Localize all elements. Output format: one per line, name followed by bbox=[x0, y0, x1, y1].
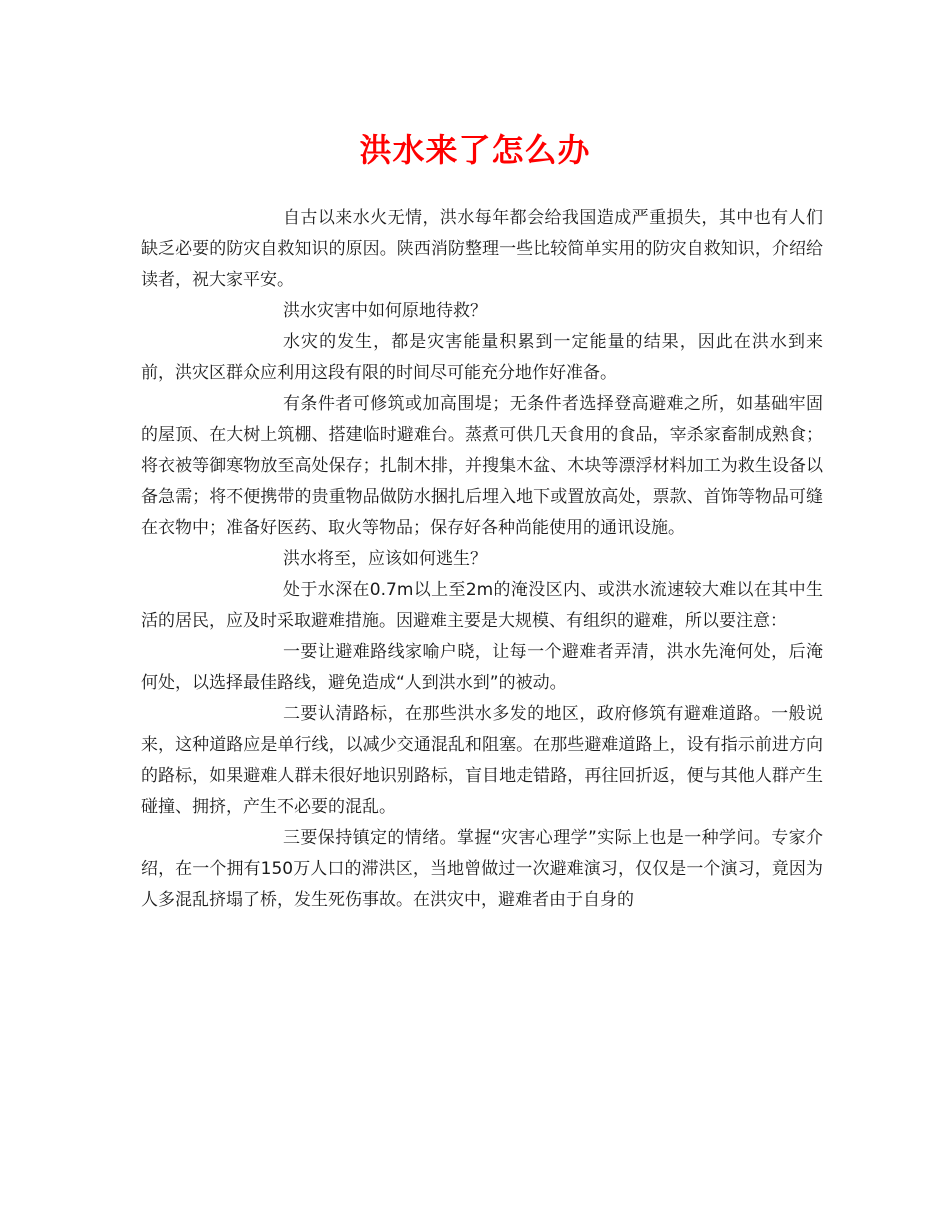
paragraph-intro: 自古以来水火无情，洪水每年都会给我国造成严重损失，其中也有人们缺乏必要的防灾自救知识的原因。陕西消防整理一些比较简单实用的防灾自救知识，介绍给读者，祝大家平安。 bbox=[141, 208, 823, 290]
paragraph: 二要认清路标，在那些洪水多发的地区，政府修筑有避难道路。一般说来，这种道路应是单行线，以减少交通混乱和阻塞。在那些避难道路上，设有指示前进方向的路标，如果避难人群未很好地识别路标，盲目地走错路，再往回折返，便与其他人群产生碰撞、拥挤，产生不必要的混乱。 bbox=[141, 704, 823, 817]
document-body bbox=[141, 203, 823, 916]
paragraph: 三要保持镇定的情绪。掌握“灾害心理学”实际上也是一种学问。专家介绍，在一个拥有150万人口的滞洪区，当地曾做过一次避难演习，仅仅是一个演习，竟因为人多混乱挤塌了桥，发生死伤事故。在洪灾中，避难者由于自身的 bbox=[141, 828, 823, 910]
paragraph: 水灾的发生，都是灾害能量积累到一定能量的结果，因此在洪水到来前，洪灾区群众应利用这段有限的时间尽可能充分地作好准备。 bbox=[141, 332, 823, 383]
section-heading-escape: 洪水将至，应该如何逃生？ bbox=[283, 549, 487, 569]
paragraph: 有条件者可修筑或加高围堤；无条件者选择登高避难之所，如基础牢固的屋顶、在大树上筑棚、搭建临时避难台。蒸煮可供几天食用的食品，宰杀家畜制成熟食；将衣被等御寒物放至高处保存；扎制木排，并搜集木盆、木块等漂浮材料加工为救生设备以备急需；将不便携带的贵重物品做防水捆扎后埋入地下或置放高处，票款、首饰等物品可缝在衣物中；准备好医药、取火等物品；保存好各种尚能使用的通讯设施。 bbox=[141, 394, 823, 538]
document-title: 洪水来了怎么办 bbox=[359, 131, 591, 169]
paragraph: 处于水深在0.7m以上至2m的淹没区内、或洪水流速较大难以在其中生活的居民，应及时采取避难措施。因避难主要是大规模、有组织的避难，所以要注意： bbox=[141, 580, 823, 631]
paragraph: 一要让避难路线家喻户晓，让每一个避难者弄清，洪水先淹何处，后淹何处，以选择最佳路线，避免造成“人到洪水到”的被动。 bbox=[141, 642, 823, 693]
section-heading-wait-rescue: 洪水灾害中如何原地待救？ bbox=[283, 301, 487, 321]
